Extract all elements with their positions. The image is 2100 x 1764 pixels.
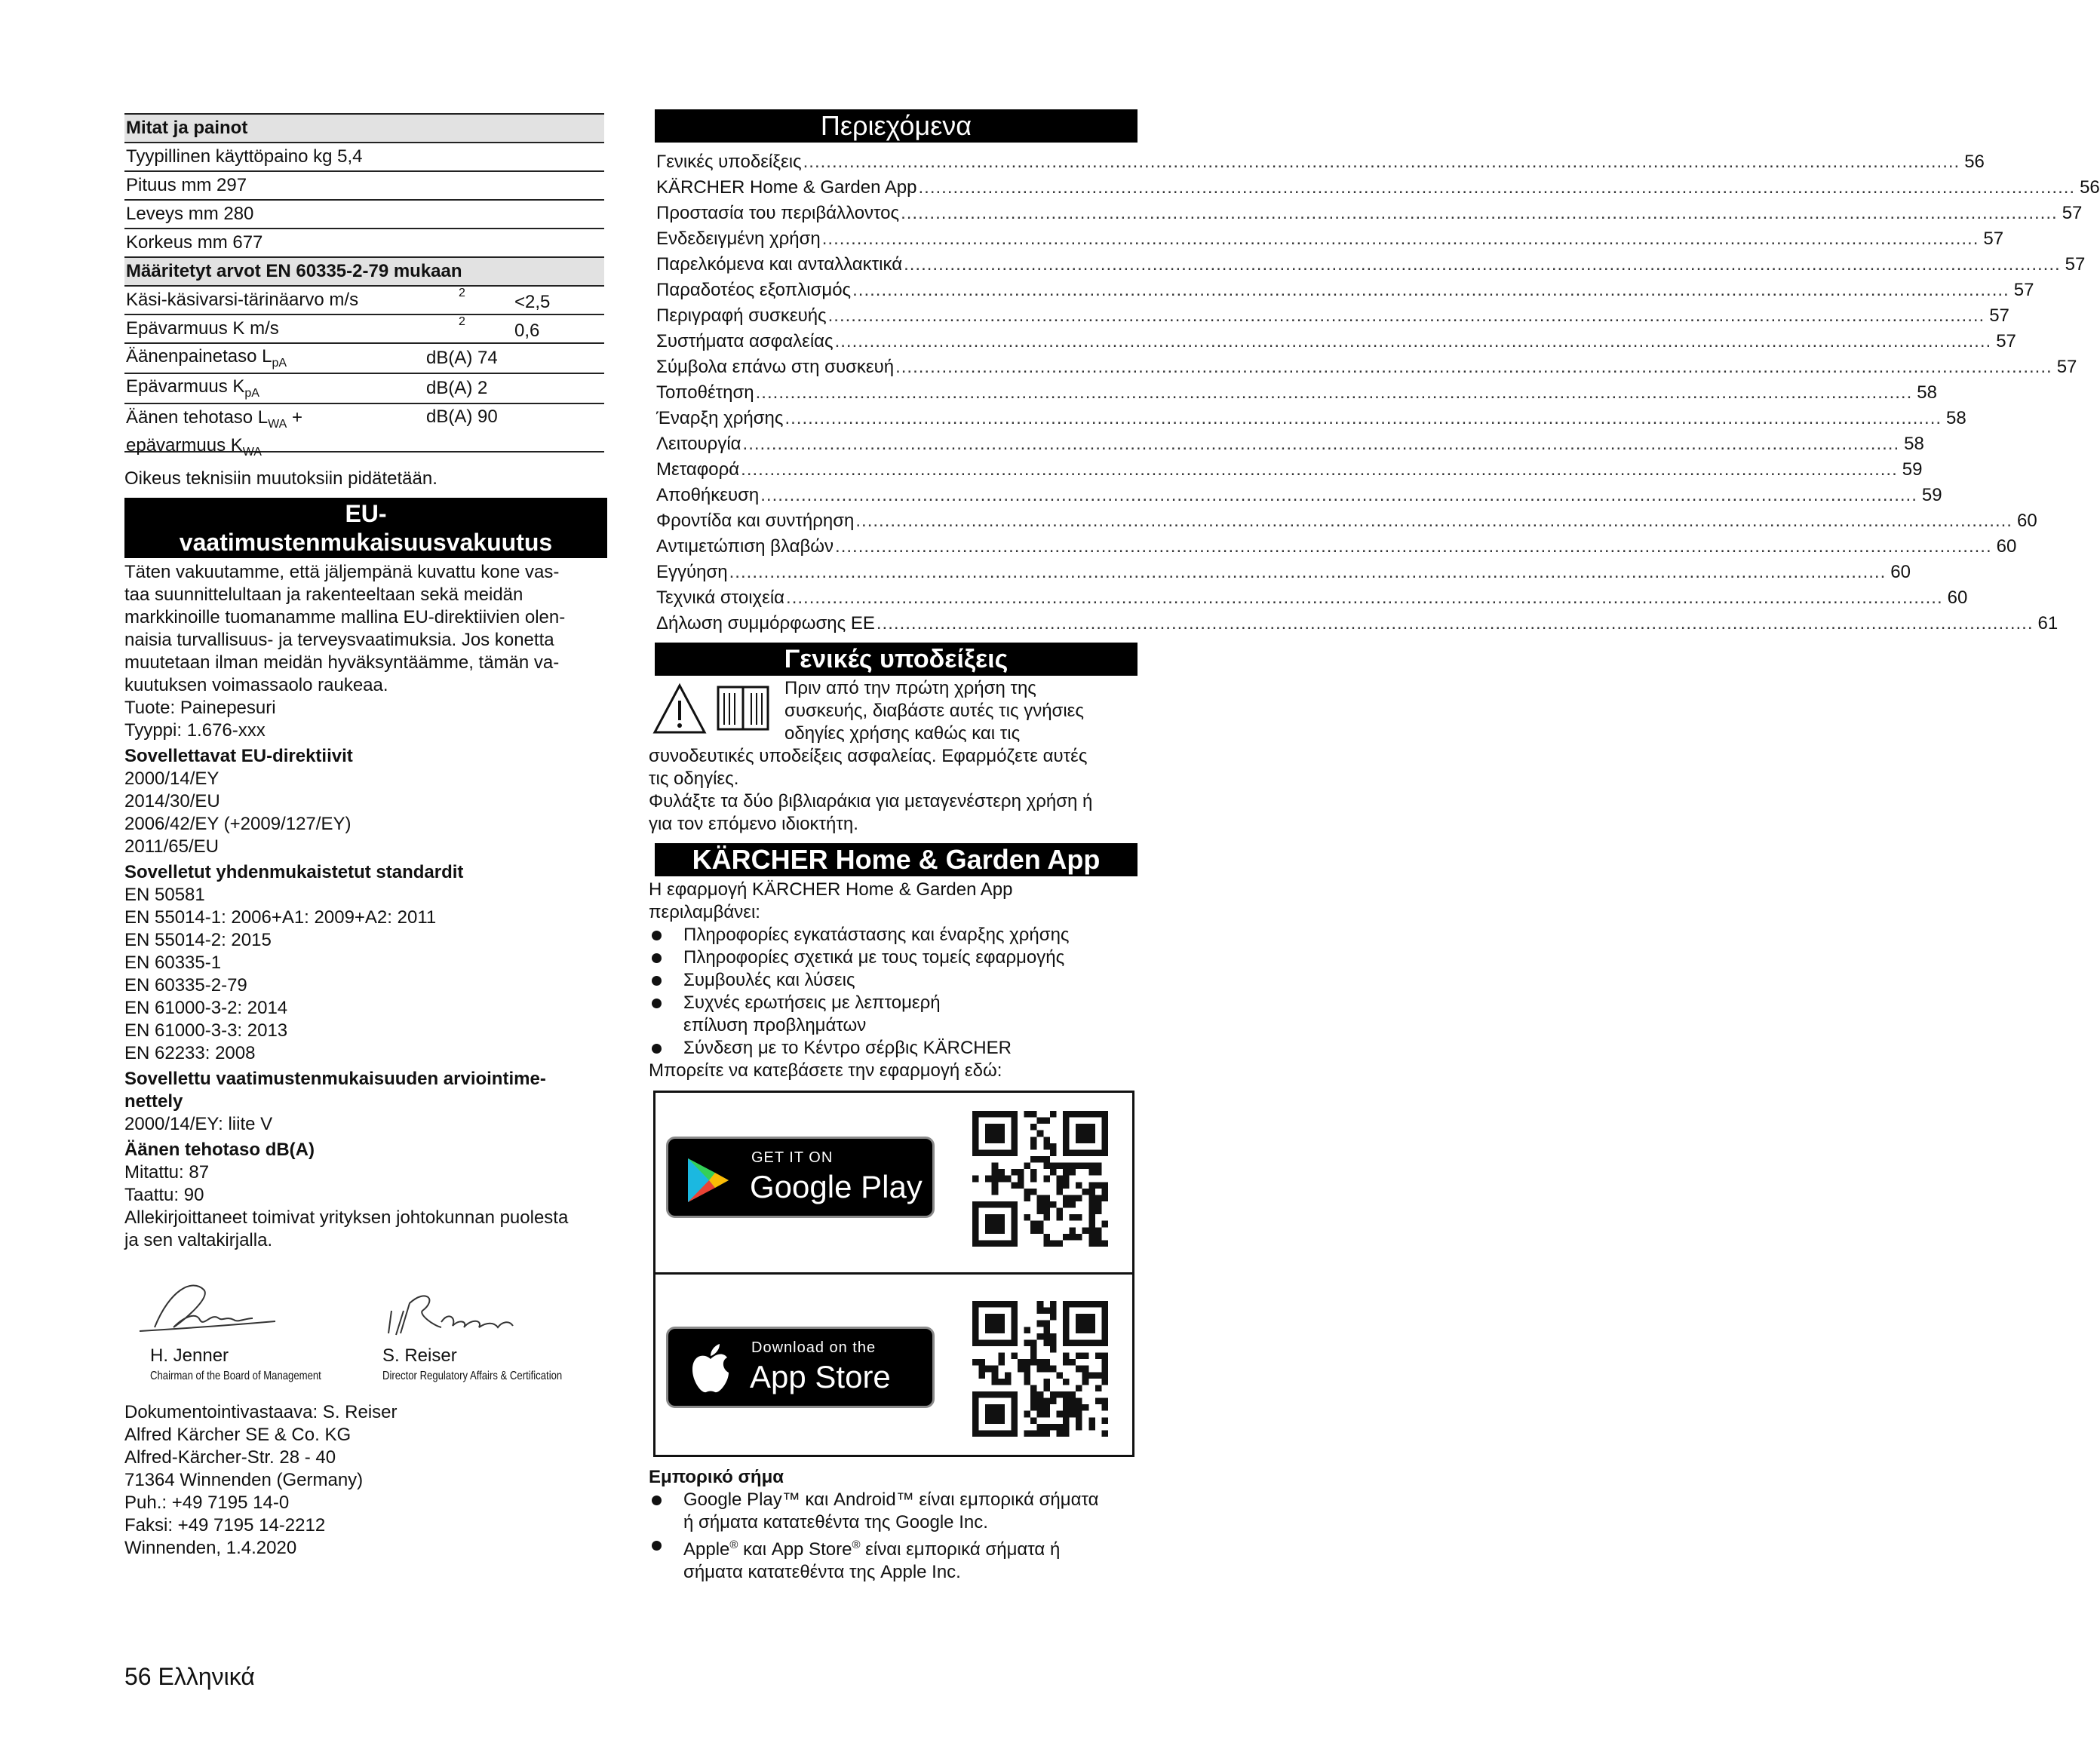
toc-label: Λειτουργία (656, 434, 741, 454)
spec-heading: Määritetyt arvot EN 60335-2-79 mukaan (126, 260, 462, 281)
text-line: περιλαμβάνει: (649, 902, 760, 922)
standard-item: EN 61000-3-3: 2013 (124, 1020, 288, 1041)
spec-heading: Mitat ja painot (126, 117, 248, 138)
spec-superscript: 2 (459, 287, 465, 299)
spec-subscript: pA (272, 356, 287, 370)
text-run: και App Store (738, 1539, 852, 1560)
signer-title: Director Regulatory Affairs & Certification (382, 1370, 563, 1382)
text-line: Täten vakuutamme, että jäljempänä kuvattu kone vas- (124, 562, 560, 582)
toc-label: KÄRCHER Home & Garden App (656, 177, 917, 198)
contact-line: Alfred Kärcher SE & Co. KG (124, 1425, 352, 1445)
toc-page: 57 (2013, 280, 2034, 300)
toc-label: Φροντίδα και συντήρηση (656, 511, 855, 531)
signatures (124, 1275, 607, 1388)
toc-leader: ........................................................................................................................................................................................................ (918, 177, 2076, 198)
toc-leader: ........................................................................................................................................................................................................ (834, 331, 1992, 351)
qr-code-google (972, 1111, 1108, 1247)
registered-mark: ® (852, 1539, 861, 1551)
toc-row[interactable] (656, 303, 2009, 329)
technical-changes-note: Oikeus teknisiin muutoksiin pidätetään. (124, 468, 438, 489)
spec-label-text: Epävarmuus K (126, 376, 245, 397)
spec-plus: + (287, 407, 303, 428)
toc-row[interactable] (656, 175, 2100, 201)
divider (655, 1272, 1132, 1275)
toc-leader: ........................................................................................................................................................................................................ (827, 305, 1985, 326)
toc-label: Αποθήκευση (656, 485, 760, 505)
general-notes-text-cont (649, 745, 1139, 836)
spec-row (124, 229, 604, 258)
toc-row[interactable] (656, 380, 1937, 406)
signature-reiser (381, 1281, 532, 1348)
directive-item: 2014/30/EU (124, 791, 220, 811)
trademark-section (649, 1466, 1139, 1584)
badge-small-text: Download on the (751, 1339, 877, 1356)
spec-value: dB(A) 74 (426, 348, 498, 368)
list-item: Πληροφορίες εγκατάστασης και έναρξης χρήσης (649, 924, 1139, 946)
google-play-icon (683, 1155, 733, 1205)
spec-subscript: WA (242, 445, 262, 459)
toc-row[interactable] (656, 354, 2077, 380)
toc-leader: ........................................................................................................................................................................................................ (876, 613, 2034, 634)
eu-declaration-heading (124, 498, 607, 558)
toc-leader: ........................................................................................................................................................................................................ (729, 562, 1887, 582)
toc-leader: ........................................................................................................................................................................................................ (855, 511, 2012, 531)
language-label: Ελληνικά (158, 1663, 255, 1690)
sound-power-heading: Äänen tehotaso dB(A) (124, 1140, 315, 1160)
standard-item: EN 50581 (124, 885, 205, 905)
text-run: είναι εμπορικά σήματα ή (860, 1539, 1061, 1560)
toc-row[interactable] (656, 431, 1924, 457)
toc-leader: ........................................................................................................................................................................................................ (755, 382, 1913, 403)
toc-page: 56 (2080, 177, 2100, 198)
list-item: Σύνδεση με το Κέντρο σέρβις KÄRCHER (649, 1037, 1139, 1060)
toc-label: Προστασία του περιβάλλοντος (656, 203, 900, 223)
toc-row[interactable] (656, 252, 2086, 278)
spec-row (124, 404, 604, 459)
signature-jenner (132, 1275, 283, 1350)
spec-value: <2,5 (514, 292, 551, 312)
toc-label: Παραδοτέος εξοπλισμός (656, 280, 852, 300)
text-line: οδηγίες χρήσης καθώς και τις (784, 723, 1021, 744)
spec-row (124, 143, 604, 172)
spec-row (124, 258, 604, 287)
list-item (649, 1534, 1139, 1584)
spec-label: Pituus mm 297 (126, 174, 247, 195)
toc-page: 57 (2056, 357, 2077, 377)
text-line: για τον επόμενο ιδιοκτήτη. (649, 814, 858, 834)
badge-big-text: App Store (750, 1359, 891, 1394)
toc-row[interactable] (656, 534, 2017, 560)
toc-page: 57 (1983, 229, 2004, 249)
toc-row[interactable] (656, 226, 2004, 252)
text-line: ja sen valtakirjalla. (124, 1230, 273, 1250)
spec-label-text: Äänenpainetaso L (126, 345, 272, 367)
text-line: taa suunnittelultaan ja rakenteeltaan sekä meidän (124, 584, 523, 605)
contact-line: Alfred-Kärcher-Str. 28 - 40 (124, 1447, 336, 1468)
app-heading: KÄRCHER Home & Garden App (655, 843, 1138, 876)
text-line: συνοδευτικές υποδείξεις ασφαλείας. Εφαρμόζετε αυτές (649, 746, 1088, 766)
heading-line: vaatimustenmukaisuusvakuutus (179, 529, 553, 556)
list-item: Πληροφορίες σχετικά με τους τομείς εφαρμογής (649, 946, 1139, 969)
contact-line: 71364 Winnenden (Germany) (124, 1470, 364, 1490)
signer-title: Chairman of the Board of Management (150, 1370, 321, 1382)
toc-label: Γενικές υποδείξεις (656, 152, 802, 172)
app-body (649, 879, 1139, 1082)
qr-code-apple (972, 1301, 1108, 1437)
toc-page: 57 (1996, 331, 2016, 351)
toc-label: Αντιμετώπιση βλαβών (656, 536, 834, 557)
spec-label (126, 407, 428, 463)
toc-label: Παρελκόμενα και ανταλλακτικά (656, 254, 903, 275)
contact-line: Faksi: +49 7195 14-2212 (124, 1515, 326, 1535)
toc-leader: ........................................................................................................................................................................................................ (835, 536, 1992, 557)
toc-row[interactable] (656, 406, 1966, 431)
list-item: Συχνές ερωτήσεις με λεπτομερή επίλυση προβλημάτων (649, 992, 1003, 1037)
assessment-heading: nettely (124, 1091, 183, 1112)
standards-heading: Sovelletut yhdenmukaistetut standardit (124, 862, 464, 882)
spec-label (126, 347, 428, 370)
toc-leader: ........................................................................................................................................................................................................ (821, 229, 1979, 249)
text-line: σήματα κατατεθέντα της Apple Inc. (683, 1562, 961, 1582)
spec-value: dB(A) 2 (426, 378, 488, 398)
page-number: 56 (124, 1663, 152, 1690)
guaranteed-value: Taattu: 90 (124, 1185, 204, 1205)
text-line: kuutuksen voimassaolo raukeaa. (124, 675, 388, 695)
text-line: Allekirjoittaneet toimivat yrityksen johtokunnan puolesta (124, 1207, 569, 1228)
toc-row[interactable] (656, 149, 1985, 175)
toc-label: Ενδεδειγμένη χρήση (656, 229, 821, 249)
toc-label: Συστήματα ασφαλείας (656, 331, 834, 351)
toc-page: 60 (1947, 587, 1968, 608)
app-store-badge[interactable] (666, 1327, 935, 1408)
toc-page: 60 (2016, 511, 2037, 531)
toc-leader: ........................................................................................................................................................................................................ (741, 459, 1898, 480)
spec-row (124, 315, 604, 344)
text-line: Πριν από την πρώτη χρήση της (784, 678, 1036, 698)
assessment-heading: Sovellettu vaatimustenmukaisuuden arviointime- (124, 1069, 546, 1089)
toc-page: 58 (1917, 382, 1937, 403)
text-line: συσκευής, διαβάστε αυτές τις γνήσιες (784, 701, 1084, 721)
toc-page: 59 (1921, 485, 1942, 505)
toc-leader: ........................................................................................................................................................................................................ (852, 280, 2009, 300)
toc-label: Έναρξη χρήσης (656, 408, 784, 428)
spec-label (126, 377, 428, 400)
text-line: τις οδηγίες. (649, 768, 739, 789)
spec-subscript: pA (244, 386, 259, 400)
spec-value: dB(A) 90 (426, 406, 498, 427)
spec-label: Epävarmuus K m/s (126, 318, 279, 339)
toc-label: Δήλωση συμμόρφωσης ΕΕ (656, 613, 875, 634)
app-feature-list (649, 924, 1139, 1060)
spec-label-text: epävarmuus K (126, 434, 243, 456)
toc-label: Μεταφορά (656, 459, 740, 480)
trademark-list (649, 1489, 1139, 1584)
spec-row (124, 172, 604, 201)
toc-page: 57 (2062, 203, 2083, 223)
directive-item: 2011/65/EU (124, 836, 219, 857)
warning-manual-icon (653, 683, 774, 735)
toc-row[interactable] (656, 201, 2083, 226)
toc-leader: ........................................................................................................................................................................................................ (786, 587, 1943, 608)
contact-line: Winnenden, 1.4.2020 (124, 1538, 297, 1558)
badge-small-text: GET IT ON (751, 1149, 834, 1166)
spec-row (124, 287, 604, 315)
heading-line: EU- (345, 500, 387, 527)
text-line: muutetaan ilman meidän hyväksyntäämme, tämän va- (124, 652, 560, 673)
spec-row (124, 201, 604, 229)
toc-row[interactable] (656, 278, 2034, 303)
apple-icon (688, 1342, 733, 1395)
text-run: Apple (683, 1539, 730, 1560)
signer-name: S. Reiser (382, 1345, 457, 1366)
toc-page: 56 (1964, 152, 1985, 172)
toc-leader: ........................................................................................................................................................................................................ (895, 357, 2052, 377)
general-notes-heading: Γενικές υποδείξεις (655, 643, 1138, 676)
general-notes-text (784, 677, 1139, 745)
spec-subscript: WA (268, 417, 287, 431)
toc-row[interactable] (656, 457, 1923, 483)
toc-page: 57 (1989, 305, 2009, 326)
text-line: Φυλάξτε τα δύο βιβλιαράκια για μεταγενέστερη χρήση ή (649, 791, 1093, 811)
badge-big-text: Google Play (750, 1169, 923, 1204)
text-line: naisia turvallisuus- ja terveysvaatimuksia. Jos konetta (124, 630, 554, 650)
standard-item: EN 61000-3-2: 2014 (124, 998, 288, 1018)
list-item: Συμβουλές και λύσεις (649, 969, 1139, 992)
text-line: ή σήματα κατατεθέντα της Google Inc. (683, 1512, 988, 1532)
toc-leader: ........................................................................................................................................................................................................ (784, 408, 1942, 428)
toc-page: 57 (2065, 254, 2086, 275)
toc-label: Τοποθέτηση (656, 382, 754, 403)
toc-row[interactable] (656, 585, 1968, 611)
text-line: Google Play™ και Android™ είναι εμπορικά σήματα (683, 1489, 1099, 1510)
toc-row[interactable] (656, 508, 2037, 534)
toc-page: 58 (1904, 434, 1924, 454)
spec-table (124, 113, 604, 459)
trademark-heading: Εμπορικό σήμα (649, 1467, 784, 1487)
assessment-item: 2000/14/EY: liite V (124, 1114, 273, 1134)
google-play-badge[interactable] (666, 1137, 935, 1218)
contact-line: Dokumentointivastaava: S. Reiser (124, 1402, 398, 1422)
eu-declaration-body (124, 561, 607, 1252)
spec-value: 0,6 (514, 321, 540, 341)
toc-leader: ........................................................................................................................................................................................................ (803, 152, 1960, 172)
registered-mark: ® (729, 1539, 738, 1551)
measured-value: Mitattu: 87 (124, 1162, 210, 1183)
directives-heading: Sovellettavat EU-direktiivit (124, 746, 353, 766)
toc-leader: ........................................................................................................................................................................................................ (904, 254, 2061, 275)
spec-row (124, 344, 604, 374)
type-line: Tyyppi: 1.676-xxx (124, 720, 266, 741)
toc-page: 60 (1996, 536, 2017, 557)
toc-leader: ........................................................................................................................................................................................................ (742, 434, 1900, 454)
spec-label: Käsi-käsivarsi-tärinäarvo m/s (126, 289, 359, 310)
toc-page: 59 (1902, 459, 1923, 480)
spec-label: Korkeus mm 677 (126, 232, 263, 253)
page-footer (124, 1663, 255, 1691)
toc-label: Εγγύηση (656, 562, 728, 582)
contact-block (124, 1401, 607, 1560)
contact-line: Puh.: +49 7195 14-0 (124, 1492, 290, 1513)
list-item (649, 1489, 1139, 1534)
table-of-contents (656, 149, 2100, 637)
directive-item: 2006/42/EY (+2009/127/EY) (124, 814, 352, 834)
toc-row[interactable] (656, 483, 1942, 508)
toc-page: 61 (2037, 613, 2059, 634)
spec-row (124, 374, 604, 404)
spec-label-text: Äänen tehotaso L (126, 407, 269, 428)
product-line: Tuote: Painepesuri (124, 698, 276, 718)
signer-name: H. Jenner (150, 1345, 229, 1366)
standard-item: EN 60335-1 (124, 953, 222, 973)
spec-row (124, 115, 604, 143)
toc-label: Τεχνικά στοιχεία (656, 587, 785, 608)
directive-item: 2000/14/EY (124, 768, 220, 789)
toc-leader: ........................................................................................................................................................................................................ (901, 203, 2058, 223)
toc-heading: Περιεχόμενα (655, 109, 1138, 143)
toc-label: Περιγραφή συσκευής (656, 305, 827, 326)
toc-page: 60 (1890, 562, 1911, 582)
spec-label: Leveys mm 280 (126, 203, 254, 224)
toc-leader: ........................................................................................................................................................................................................ (760, 485, 1917, 505)
app-store-box (653, 1091, 1134, 1457)
standard-item: EN 55014-2: 2015 (124, 930, 272, 950)
toc-label: Σύμβολα επάνω στη συσκευή (656, 357, 895, 377)
toc-row[interactable] (656, 611, 2059, 637)
text-line: markkinoille tuomanamme mallina EU-direktiivien olen- (124, 607, 566, 627)
toc-page: 58 (1946, 408, 1966, 428)
text-line: Η εφαρμογή KÄRCHER Home & Garden App (649, 879, 1013, 900)
spec-label: Tyypillinen käyttöpaino kg 5,4 (126, 146, 363, 167)
toc-row[interactable] (656, 329, 2016, 354)
toc-row[interactable] (656, 560, 1911, 585)
standard-item: EN 62233: 2008 (124, 1043, 256, 1063)
standard-item: EN 60335-2-79 (124, 975, 247, 996)
download-text: Μπορείτε να κατεβάσετε την εφαρμογή εδώ: (649, 1060, 1002, 1081)
spec-superscript: 2 (459, 315, 465, 328)
standard-item: EN 55014-1: 2006+A1: 2009+A2: 2011 (124, 907, 437, 928)
